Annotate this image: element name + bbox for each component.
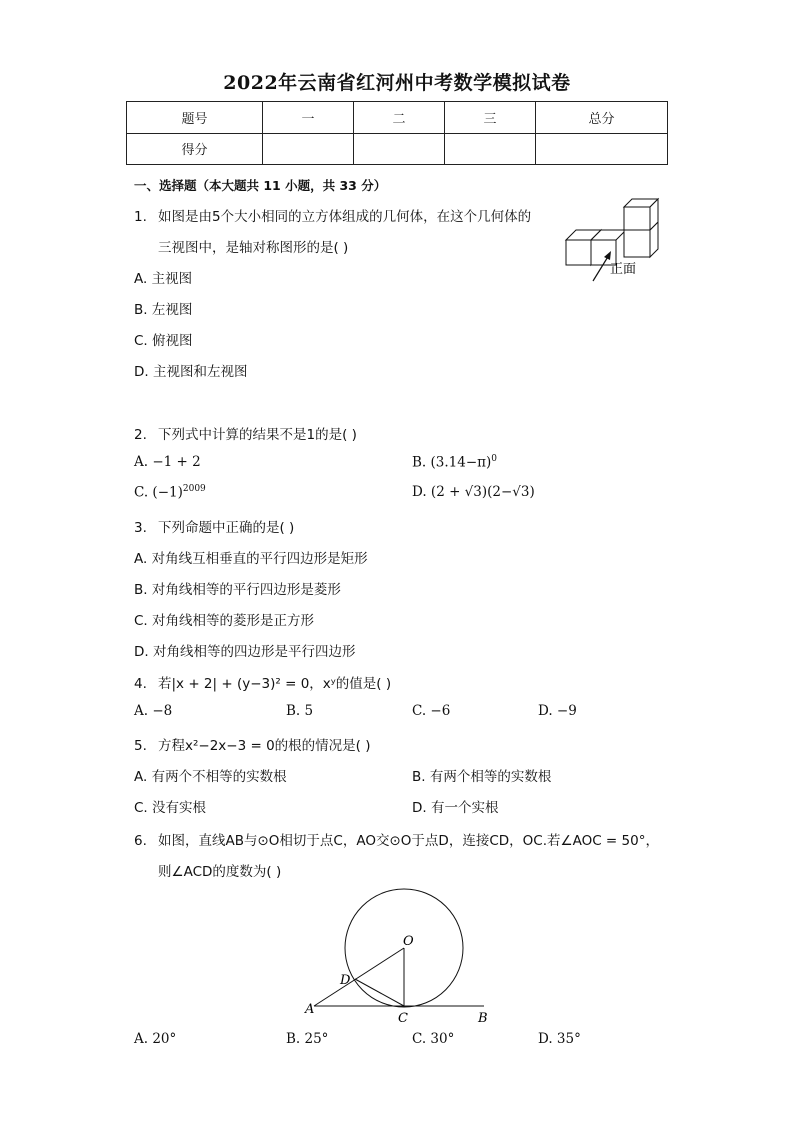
question-stem-line: 则∠ACD的度数为( ) [158,864,282,880]
option-b[interactable]: B. 对角线相等的平行四边形是菱形 [134,582,341,598]
option-a[interactable]: A. −1 + 2 [134,454,201,470]
figure-label-front: 正面 [610,262,637,277]
option-text: C. (−1) [134,484,183,501]
option-text: B. (3.14−π) [412,454,492,471]
exponent: 2009 [182,484,206,494]
score-cell[interactable] [263,133,354,165]
table-cell: 三 [445,102,536,134]
option-b[interactable]: B. 有两个相等的实数根 [412,769,552,785]
score-cell[interactable] [445,133,536,165]
option-b[interactable]: B. 5 [286,703,314,719]
table-row [127,133,668,165]
exponent: 0 [491,454,498,464]
question-stem: 如图是由5个大小相同的立方体组成的几何体，在这个几何体的 [158,209,532,225]
question-stem-line: 三视图中，是轴对称图形的是( ) [158,240,349,256]
label-b: B [478,1011,488,1026]
option-a[interactable]: A. 有两个不相等的实数根 [134,769,287,785]
table-cell: 得分 [127,133,263,165]
option-a[interactable]: A. −8 [134,703,173,719]
option-b[interactable]: B. 25° [286,1031,329,1047]
question-number: 5. [134,738,147,754]
option-d[interactable]: D. 对角线相等的四边形是平行四边形 [134,644,356,660]
question-stem: 下列式中计算的结果不是1的是( ) [158,427,357,443]
table-cell: 二 [354,102,445,134]
option-b[interactable] [412,454,497,471]
table-cell: 一 [263,102,354,134]
option-a[interactable]: A. 主视图 [134,271,193,287]
question-3 [134,516,294,536]
question-number: 6. [134,833,147,849]
question-4 [134,672,391,692]
option-a[interactable]: A. 对角线互相垂直的平行四边形是矩形 [134,551,368,567]
label-d: D [340,973,351,988]
table-cell: 总分 [536,102,668,134]
option-c[interactable] [134,484,206,501]
question-1 [134,205,531,225]
question-6 [134,829,659,849]
option-d[interactable]: D. (2 + √3)(2−√3) [412,484,535,500]
score-cell[interactable] [354,133,445,165]
table-cell: 题号 [127,102,263,134]
option-c[interactable]: C. 没有实根 [134,800,207,816]
table-row [127,102,668,134]
option-c[interactable]: C. 30° [412,1031,455,1047]
option-d[interactable]: D. 35° [538,1031,581,1047]
option-d[interactable]: D. 有一个实根 [412,800,499,816]
line-ao [314,948,404,1006]
question-2 [134,423,357,443]
section-heading: 一、选择题（本大题共 11 小题，共 33 分） [134,178,387,193]
cube-figure [560,195,670,285]
question-number: 1. [134,209,147,225]
label-o: O [403,934,414,949]
question-number: 2. [134,427,147,443]
option-d[interactable]: D. −9 [538,703,577,719]
circle-tangent-figure [300,880,500,1028]
question-stem: 若|x + 2| + (y−3)² = 0，xʸ的值是( ) [158,676,392,692]
option-c[interactable]: C. −6 [412,703,451,719]
score-table [126,101,668,165]
option-a[interactable]: A. 20° [134,1031,177,1047]
question-number: 3. [134,520,147,536]
option-c[interactable]: C. 对角线相等的菱形是正方形 [134,613,315,629]
score-cell[interactable] [536,133,668,165]
question-stem: 方程x²−2x−3 = 0的根的情况是( ) [158,738,371,754]
question-stem: 如图，直线AB与⊙O相切于点C，AO交⊙O于点D，连接CD，OC.若∠AOC = 50°， [158,833,659,849]
option-b[interactable]: B. 左视图 [134,302,193,318]
label-a: A [305,1002,315,1017]
label-c: C [398,1011,408,1026]
page-title: 2022年云南省红河州中考数学模拟试卷 [223,72,571,94]
option-c[interactable]: C. 俯视图 [134,333,193,349]
question-number: 4. [134,676,147,692]
question-5 [134,734,371,754]
option-d[interactable]: D. 主视图和左视图 [134,364,248,380]
question-stem: 下列命题中正确的是( ) [158,520,295,536]
